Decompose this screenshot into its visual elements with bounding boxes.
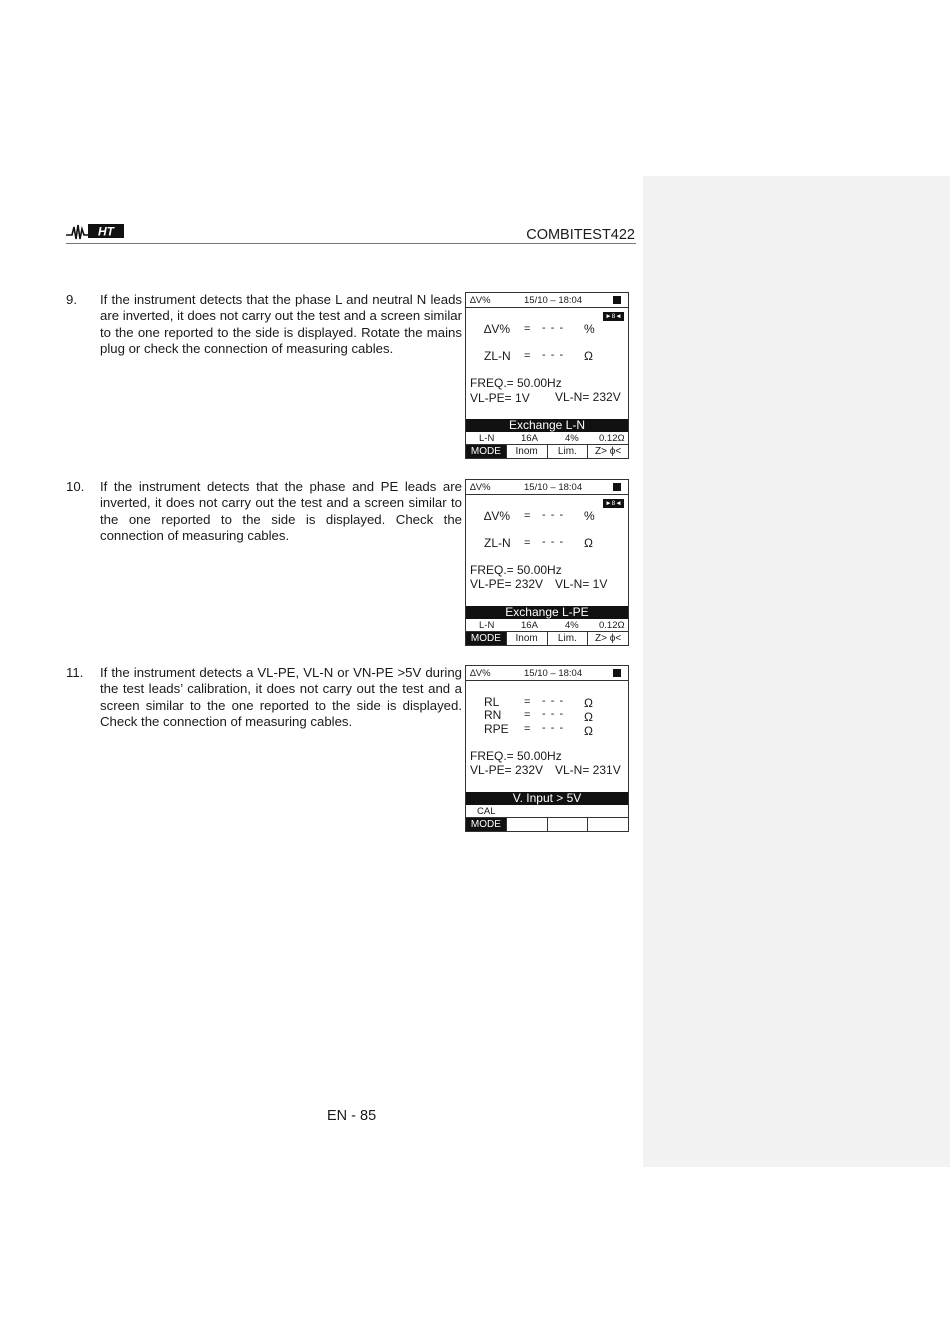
instrument-screen bbox=[465, 665, 629, 832]
item-text: If the instrument detects that the phase and PE leads are inverted, it does not carry out the test and a screen similar to the one reported to the side is displayed. Check the connection of measuring cables. bbox=[100, 479, 462, 543]
softkey-empty[interactable] bbox=[547, 817, 588, 831]
instruction-item bbox=[66, 479, 462, 544]
instrument-screen bbox=[465, 292, 629, 459]
document-title: COMBITEST422 bbox=[526, 227, 635, 243]
row-equals: = bbox=[524, 696, 531, 708]
param-value: L-N bbox=[479, 433, 495, 444]
row-label: RPE bbox=[484, 722, 509, 736]
screen-status-bar bbox=[466, 480, 628, 495]
vl-n-readout: VL-N= 1V bbox=[555, 577, 608, 591]
svg-text:HT: HT bbox=[98, 224, 114, 239]
row-unit: Ω bbox=[584, 536, 593, 550]
row-unit: Ω bbox=[584, 696, 593, 710]
row-equals: = bbox=[524, 350, 531, 362]
row-value: - - - bbox=[542, 708, 565, 720]
row-label: ZL-N bbox=[484, 349, 511, 363]
param-value: CAL bbox=[477, 806, 496, 817]
row-value: - - - bbox=[542, 509, 565, 521]
softkey-bar bbox=[466, 444, 628, 458]
row-unit: Ω bbox=[584, 710, 593, 724]
row-label: RL bbox=[484, 695, 500, 709]
softkey-empty[interactable] bbox=[506, 817, 547, 831]
row-value: - - - bbox=[542, 695, 565, 707]
softkey-empty[interactable] bbox=[587, 817, 628, 831]
comment-margin-pane bbox=[643, 176, 950, 1167]
vl-pe-readout: VL-PE= 232V bbox=[470, 763, 544, 777]
softkey-lim[interactable]: Lim. bbox=[547, 631, 588, 645]
datetime: 15/10 – 18:04 bbox=[524, 668, 583, 679]
vl-n-readout: VL-N= 231V bbox=[555, 763, 621, 777]
item-text: If the instrument detects a VL-PE, VL-N or VN-PE >5V during the test leads’ calibration, it does not carry out the test and a screen similar to the one reported to the side is displayed. Check the connection of measuring cables. bbox=[100, 665, 462, 729]
item-text: If the instrument detects that the phase L and neutral N leads are inverted, it does not carry out the test and a screen similar to the one reported to the side is displayed. Rotate the mains plug or check the connection of measuring cables. bbox=[100, 292, 462, 356]
row-equals: = bbox=[524, 723, 531, 735]
row-label: ∆V% bbox=[484, 509, 511, 523]
param-value: L-N bbox=[479, 620, 495, 631]
datetime: 15/10 – 18:04 bbox=[524, 295, 583, 306]
row-label: RN bbox=[484, 708, 502, 722]
param-value: 4% bbox=[565, 433, 579, 444]
vl-pe-readout: VL-PE= 1V bbox=[470, 391, 530, 405]
row-unit: % bbox=[584, 509, 595, 523]
error-message: Exchange L-PE bbox=[466, 606, 628, 619]
item-number: 9. bbox=[66, 292, 77, 307]
param-value: 4% bbox=[565, 620, 579, 631]
row-equals: = bbox=[524, 510, 531, 522]
softkey-mode[interactable]: MODE bbox=[466, 631, 506, 645]
row-value: - - - bbox=[542, 349, 565, 361]
softkey-inom[interactable]: Inom bbox=[506, 631, 547, 645]
error-message: Exchange L-N bbox=[466, 419, 628, 432]
instrument-screen bbox=[465, 479, 629, 646]
param-value: 0.12Ω bbox=[599, 620, 625, 631]
softkey-mode[interactable]: MODE bbox=[466, 817, 506, 831]
frequency-readout: FREQ.= 50.00Hz bbox=[470, 376, 562, 390]
vl-n-readout: VL-N= 232V bbox=[555, 390, 621, 404]
softkey-inom[interactable]: Inom bbox=[506, 444, 547, 458]
softkey-z-phi[interactable]: Z> ϕ< bbox=[587, 631, 628, 645]
softkey-mode[interactable]: MODE bbox=[466, 444, 506, 458]
item-number: 11. bbox=[66, 665, 84, 680]
row-value: - - - bbox=[542, 536, 565, 548]
error-message: V. Input > 5V bbox=[466, 792, 628, 805]
softkey-bar bbox=[466, 631, 628, 645]
connection-badge-icon: ►8◄ bbox=[603, 499, 624, 508]
softkey-lim[interactable]: Lim. bbox=[547, 444, 588, 458]
screen-status-bar bbox=[466, 666, 628, 681]
header-rule bbox=[66, 243, 636, 244]
row-label: ∆V% bbox=[484, 322, 511, 336]
row-unit: % bbox=[584, 322, 595, 336]
row-equals: = bbox=[524, 709, 531, 721]
row-unit: Ω bbox=[584, 349, 593, 363]
frequency-readout: FREQ.= 50.00Hz bbox=[470, 749, 562, 763]
battery-icon bbox=[613, 483, 621, 491]
mode-label: ∆V% bbox=[470, 482, 491, 493]
row-value: - - - bbox=[542, 322, 565, 334]
frequency-readout: FREQ.= 50.00Hz bbox=[470, 563, 562, 577]
connection-badge-icon: ►8◄ bbox=[603, 312, 624, 321]
instruction-item bbox=[66, 665, 462, 730]
softkey-z-phi[interactable]: Z> ϕ< bbox=[587, 444, 628, 458]
vl-pe-readout: VL-PE= 232V bbox=[470, 577, 544, 591]
param-value: 0.12Ω bbox=[599, 433, 625, 444]
row-equals: = bbox=[524, 537, 531, 549]
battery-icon bbox=[613, 296, 621, 304]
row-unit: Ω bbox=[584, 724, 593, 738]
datetime: 15/10 – 18:04 bbox=[524, 482, 583, 493]
mode-label: ∆V% bbox=[470, 668, 491, 679]
battery-icon bbox=[613, 669, 621, 677]
softkey-bar bbox=[466, 817, 628, 831]
instruction-item bbox=[66, 292, 462, 357]
row-equals: = bbox=[524, 323, 531, 335]
row-label: ZL-N bbox=[484, 536, 511, 550]
mode-label: ∆V% bbox=[470, 295, 491, 306]
screen-status-bar bbox=[466, 293, 628, 308]
page-number: EN - 85 bbox=[327, 1108, 377, 1124]
row-value: - - - bbox=[542, 722, 565, 734]
param-value: 16A bbox=[521, 433, 538, 444]
ht-logo bbox=[66, 221, 126, 241]
param-value: 16A bbox=[521, 620, 538, 631]
item-number: 10. bbox=[66, 479, 85, 494]
